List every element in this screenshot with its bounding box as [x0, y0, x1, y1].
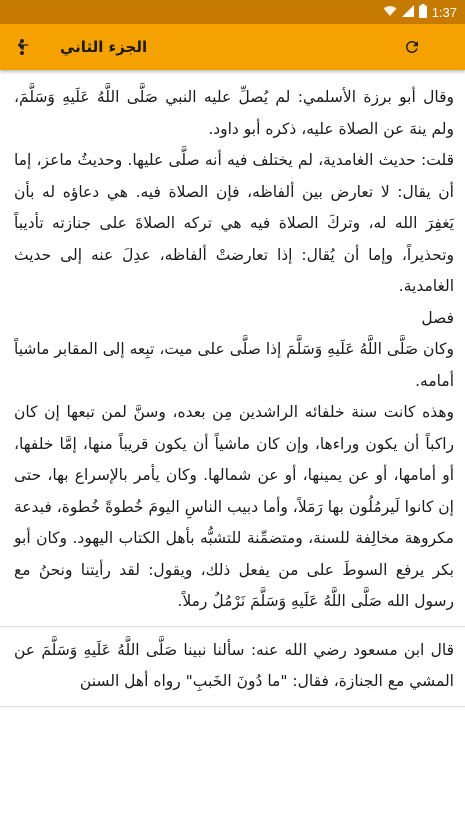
divider — [0, 626, 465, 627]
text-paragraph: قلت: حديث الغامدية، لم يختلف فيه أنه صلَّى عليها. وحديثُ ماعز، إما أن يقال: لا تعارض بين ألفاظه، فإن الصلاة فيه. هي دعاؤه له بأن يَغفِرَ الله له، وتركَ الصلاة فيه هي تركه الصلاةَ على جنازته تأديباً وتحذيراً، وإما أن يُقال: إذا تعارضتْ ألفاظه، عدِلَ عنه إلى حديث الغامدية. — [14, 151, 454, 295]
status-time: 1:37 — [431, 4, 457, 20]
wifi-icon — [383, 5, 397, 20]
status-icons — [383, 4, 457, 20]
back-button[interactable] — [4, 24, 42, 70]
back-arrow-icon — [15, 37, 31, 57]
text-paragraph: قال ابن مسعود رضي الله عنه: سألنا نبينا صَلَّى اللَّهُ عَلَيهِ وَسَلَّمَ عن المشي مع الجنازة، فقال: "ما دُونَ الخَببِ" رواه أهل السنن — [14, 640, 454, 690]
divider — [0, 706, 465, 707]
section-heading: فصل — [421, 308, 454, 327]
content-area[interactable] — [14, 82, 454, 715]
status-bar — [0, 0, 465, 24]
signal-icon — [402, 5, 414, 20]
page-title: الجزء الثاني — [60, 38, 148, 56]
app-bar — [0, 24, 465, 70]
text-paragraph: وقال أبو برزة الأسلمي: لم يُصلِّ عليه النبي صَلَّى اللَّهُ عَلَيهِ وَسَلَّمَ، ولم ينهَ عن الصلاة عليه، ذكره أبو داود. — [14, 88, 454, 138]
text-paragraph: وكان صَلَّى اللَّهُ عَلَيهِ وَسَلَّمَ إذا صلَّى على ميت، تبِعه إلى المقابر ماشياً أمامه. — [14, 340, 454, 390]
text-paragraph: وهذه كانت سنة خلفائه الراشدين مِن بعده، وسنَّ لمن تبعها إن كان راكباً أن يكون وراءها، وإن كان ماشياً أن يكون قريباً منها، إمَّا خلفها، أو أمامها، أو عن يمينها، أو عن شمالها. وكان يأمر بالإسراع بها، حتى إن كانوا لَيرمُلُون بها رَمَلاً، وأما دبيب الناسِ اليومَ خُطوةً خُطوة، فبدعة مكروهة مخالِفة للسنة، ومتضمِّنة للتشبُّه بأهل الكتاب اليهود. وكان أبو بكر يرفع السوطَ على من يفعل ذلك، ويقول: لقد رأيتنا ونحنُ مع رسول الله صَلَّى اللَّهُ عَلَيهِ وَسَلَّمَ نَرْمُلُ رملاً. — [14, 403, 454, 610]
battery-icon — [419, 4, 427, 21]
refresh-icon[interactable] — [396, 24, 428, 70]
